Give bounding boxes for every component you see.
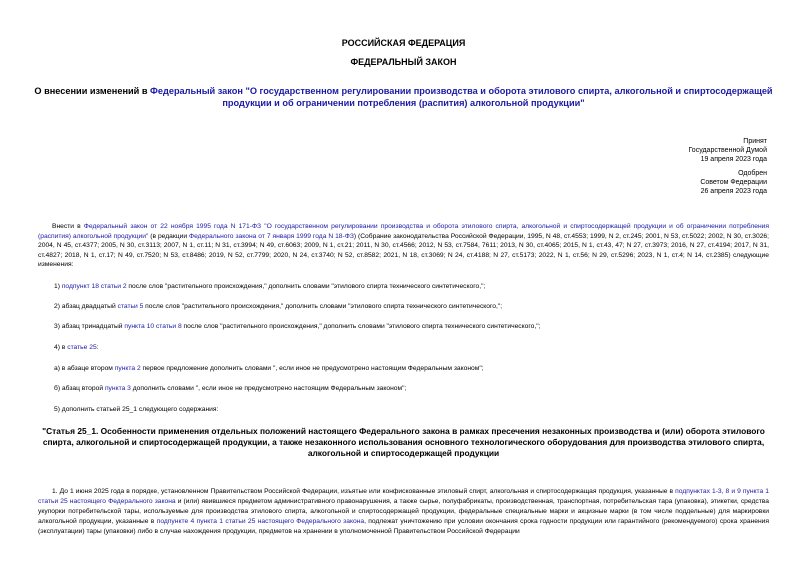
adoption-duma <box>688 137 767 164</box>
item-1-text: после слов "растительного происхождения," дополнить словами "этилового спирта технического синтетического,"; <box>126 283 486 290</box>
item-2-text: после слов "растительного происхождения," дополнить словами "этилового спирта технического синтетического,"; <box>143 303 503 310</box>
adoption-council-name: Советом Федерации <box>700 179 767 186</box>
item-2-link[interactable]: статьи 5 <box>117 303 144 310</box>
item-4-prefix: 4) в <box>54 344 68 351</box>
item-4b-prefix: б) абзац второй <box>54 385 105 392</box>
list-item-4a <box>54 364 769 373</box>
intro-paragraph <box>38 222 769 270</box>
para1-link-1[interactable]: подпунктах 1-3, 8 и 9 пункта 1 статьи 25 настоящего Федерального закона <box>38 488 769 505</box>
adoption-accepted: Принят <box>743 138 767 145</box>
adoption-approved: Одобрен <box>738 170 767 177</box>
para1-link-2[interactable]: подпункте 4 пункта 1 статьи 25 настоящего Федерального закона <box>156 518 365 525</box>
adoption-duma-name: Государственной Думой <box>688 147 767 154</box>
list-item-1 <box>54 282 769 291</box>
para1-text-2: и (или) явившиеся предметом административного правонарушения, а также сырье, полуфабрикаты, производственная, транспортная, потребительская тара (упаковка), этикетки, средства укупорки потребительской тары, используемые для производства этилового спирта, алкогольной и спиртосодержащей продукции, федеральные специальные марки и акцизные марки (в том числе поддельные) для маркировки алкогольной продукции, указанные в <box>38 498 769 525</box>
adoption-council-date: 26 апреля 2023 года <box>700 188 767 195</box>
law-title <box>30 85 777 109</box>
adoption-council <box>700 169 767 196</box>
item-3-text: после слов "растительного происхождения," дополнить словами "этилового спирта технического синтетического,"; <box>181 323 541 330</box>
intro-text-1: Внести в <box>52 223 84 230</box>
intro-text-2: (в редакции <box>148 232 189 240</box>
item-4b-text: дополнить словами ", если иное не предусмотрено настоящим Федеральным законом"; <box>130 385 407 392</box>
adoption-duma-date: 19 апреля 2023 года <box>700 156 767 163</box>
item-4a-link[interactable]: пункта 2 <box>114 365 141 372</box>
para1-text-1: 1. До 1 июня 2025 года в порядке, установленном Правительством Российской Федерации, изъятые или конфискованные этиловый спирт, алкогольная и спиртосодержащая продукция, указанные в <box>52 488 676 495</box>
item-4a-text: первое предложение дополнить словами ", если иное не предусмотрено настоящим Федеральным законом"; <box>140 365 484 372</box>
para1-text-3: , подлежат уничтожению при условии окончания срока годности продукции или гарантийного (рекомендуемого) срока хранения (эксплуатации) тары (упаковки) либо в случае нахождения продукции, предметов на хранении в уполномоченной Правительством Российской Федерации <box>38 518 769 535</box>
item-4-link[interactable]: статье 25 <box>67 344 97 351</box>
list-item-4 <box>54 343 769 352</box>
article-paragraph-1 <box>38 487 769 537</box>
article-25-1-title: "Статья 25_1. Особенности применения отдельных положений настоящего Федерального закона в рамках пресечения незаконных производства и (или) оборота этилового спирта, алкогольной и спиртосодержащей продукции, а также незаконного использования основного технологического оборудования для производства этилового спирта, алкогольной и спиртосодержащей продукции <box>42 426 765 458</box>
country-heading: РОССИЙСКАЯ ФЕДЕРАЦИЯ <box>341 38 466 48</box>
item-2-prefix: 2) абзац двадцатый <box>54 303 118 310</box>
intro-law-link[interactable]: Федеральный закон от 22 ноября 1995 года N 171-ФЗ "О государственном регулировании производства и оборота этилового спирта, алкогольной и спиртосодержащей продукции и об ограничении потребления (распития) алкогольной продукции" <box>38 223 769 240</box>
item-4a-prefix: а) в абзаце втором <box>54 365 115 372</box>
list-item-4b <box>54 384 769 393</box>
law-type-heading: ФЕДЕРАЛЬНЫЙ ЗАКОН <box>350 57 457 67</box>
item-4-text: : <box>96 344 99 351</box>
list-item-3 <box>54 322 769 331</box>
list-item-2 <box>54 302 769 311</box>
title-prefix: О внесении изменений в <box>34 86 151 96</box>
item-4b-link[interactable]: пункта 3 <box>104 385 131 392</box>
item-3-link[interactable]: пункта 10 статьи 8 <box>124 323 182 330</box>
list-item-5: 5) дополнить статьей 25_1 следующего содержания: <box>54 406 219 413</box>
item-3-prefix: 3) абзац тринадцатый <box>54 323 125 330</box>
intro-amendment-link[interactable]: Федерального закона от 7 января 1999 года N 18-ФЗ <box>189 232 354 240</box>
title-law-link[interactable]: Федеральный закон "О государственном регулировании производства и оборота этилового спирта, алкогольной и спиртосодержащей продукции и об ограничении потребления (распития) алкогольной продукции" <box>150 86 773 108</box>
intro-text-3: ) (Собрание законодательства Российской Федерации, 1995, N 48, ст.4553; 1999, N 2, ст.245; 2001, N 53, ст.5022; 2002, N 30, ст.3026; 2004, N 45, ст.4377; 2005, N 30, ст.3113; 2007, N 1, ст.11; N 31, ст.3994; N 49, ст.6063; 2009, N 1, ст.21; 2011, N 30, ст.4566; 2012, N 53, ст.7584, 7611; 2013, N 30, ст.4065; 2015, N 1, ст.43, 47; N 27, ст.3973; 2016, N 27, ст.4194; 2017, N 31, ст.4827; 2018, N 1, ст.17; N 49, ст.7520; N 53, ст.8486; 2019, N 52, ст.7799; 2020, N 24, ст.3740; N 52, ст.8582; 2021, N 18, ст.3069; N 24, ст.4188; N 27, ст.5173; 2022, N 1, ст.56; N 29, ст.5296; 2023, N 1, ст.4; N 14, ст.2385) следующие изменения: <box>38 232 769 269</box>
item-1-prefix: 1) <box>54 283 62 290</box>
item-1-link[interactable]: подпункт 18 статьи 2 <box>61 283 127 290</box>
